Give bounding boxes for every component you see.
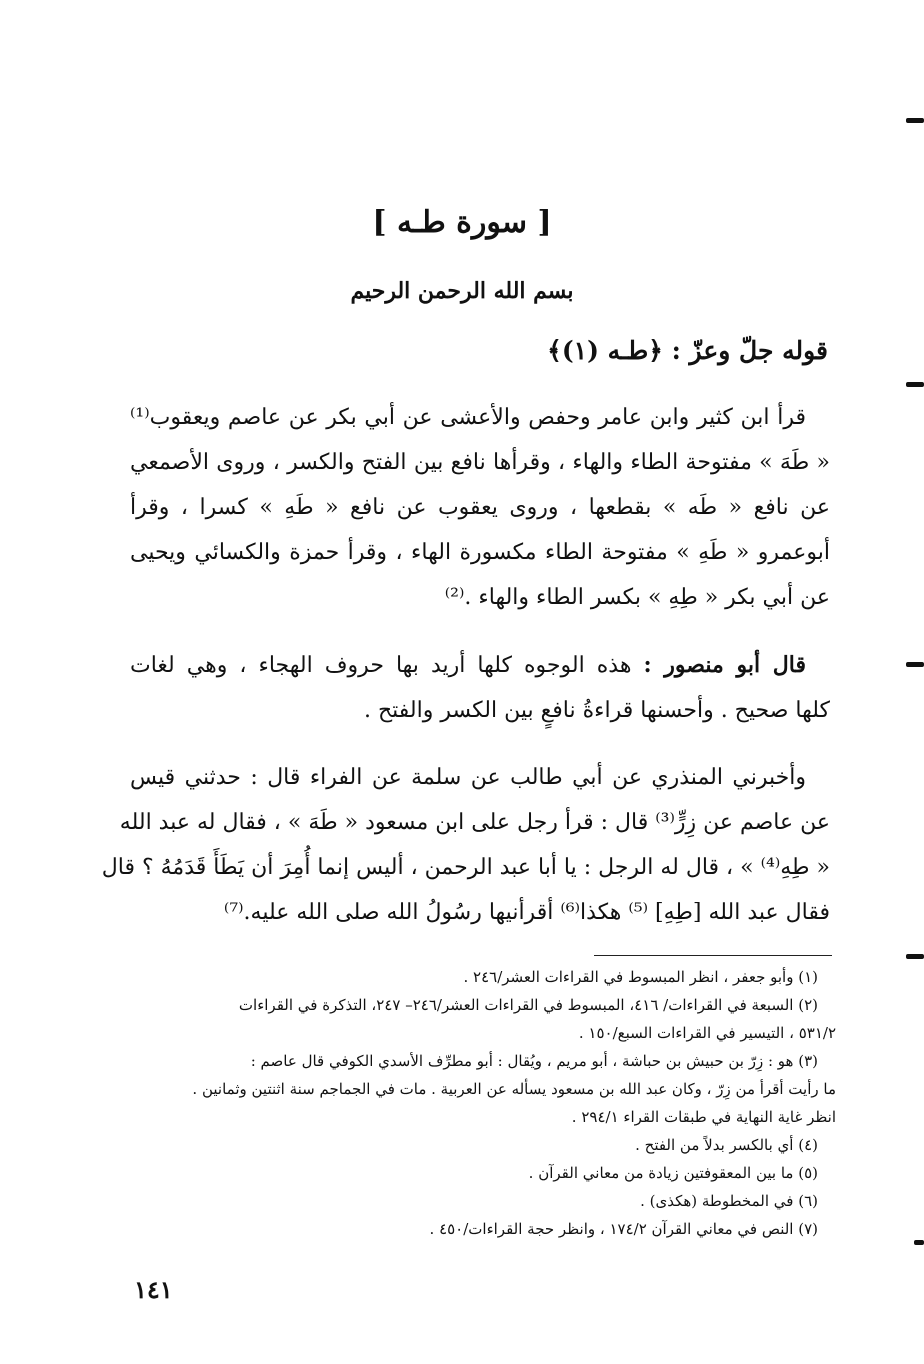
- scan-edge-mark: [906, 662, 924, 667]
- footnote: (١) وأبو جعفر ، انظر المبسوط في القراءات العشر/٢٤٦ .: [463, 968, 818, 986]
- paragraph-line: وأخبرني المنذري عن أبي طالب عن سلمة عن الفراء قال : حدثني قيس: [130, 765, 806, 790]
- paragraph-abu-mansur: [130, 643, 830, 733]
- scan-edge-mark: [906, 954, 924, 959]
- paragraph-line: عن أبي بكر « طِهِ » بكسر الطاء والهاء .⁽²⁾: [444, 585, 830, 610]
- surah-title: [ سورة طـه ]: [372, 205, 552, 240]
- footnote-continuation: ٥٣١/٢ ، التيسير في القراءات السبع/١٥٠ .: [578, 1024, 836, 1042]
- footnote-separator: [594, 955, 832, 956]
- paragraph-line: فقال عبد الله [طِهِ] ⁽⁵⁾ هكذا⁽⁶⁾ أقرأنيها رسُولُ الله صلى الله عليه.⁽⁷⁾: [223, 900, 830, 925]
- verse-heading: قوله جلّ وعزّ : ﴿طـه (١)﴾: [547, 336, 828, 365]
- paragraph-line: أبوعمرو « طَهِ » مفتوحة الطاء مكسورة الهاء ، وقرأ حمزة والكسائي ويحيى: [130, 540, 830, 565]
- paragraph-line: قرأ ابن كثير وابن عامر وحفص والأعشى عن أبي بكر عن عاصم ويعقوب⁽¹⁾: [130, 405, 806, 430]
- footnotes: [130, 963, 836, 1243]
- paragraph-line: عن نافع « طَه » بقطعها ، وروى يعقوب عن نافع « طَهِ » كسرا ، وقرأ: [130, 495, 830, 520]
- scan-edge-mark: [906, 382, 924, 387]
- footnote: (٢) السبعة في القراءات/ ٤١٦، المبسوط في القراءات العشر/٢٤٦– ٢٤٧، التذكرة في القراءات: [238, 996, 818, 1014]
- scan-edge-mark: [914, 1240, 924, 1245]
- paragraph-line: كلها صحيح . وأحسنها قراءةُ نافعٍ بين الكسر والفتح .: [363, 698, 830, 723]
- footnote: (٣) هو : زِرّ بن حبيش بن حباشة ، أبو مريم ، ويُقال : أبو مطرِّف الأسدي الكوفي قال عاصم :: [250, 1052, 818, 1070]
- paragraph-line: عن عاصم عن زِرٍّ⁽³⁾ قال : قرأ رجل على ابن مسعود « طَهَ » ، فقال له عبد الله: [119, 810, 830, 835]
- paragraph-readings: [130, 395, 830, 620]
- basmala: بسم الله الرحمن الرحيم: [350, 278, 574, 304]
- speaker-lead: قال أبو منصور :: [643, 652, 806, 678]
- page-number: ١٤١: [134, 1275, 173, 1304]
- footnote-continuation: انظر غاية النهاية في طبقات القراء ٢٩٤/١ .: [571, 1108, 836, 1126]
- paragraph-line: [130, 643, 830, 688]
- footnote: (٥) ما بين المعقوفتين زيادة من معاني القرآن .: [528, 1164, 818, 1182]
- paragraph-text: هذه الوجوه كلها أريد بها حروف الهجاء ، وهي لغات: [130, 653, 632, 678]
- scan-edge-mark: [906, 118, 924, 123]
- paragraph-line: « طَهَ » مفتوحة الطاء والهاء ، وقرأها نافع بين الفتح والكسر ، وروى الأصمعي: [130, 450, 830, 475]
- paragraph-line: « طِهِ⁽⁴⁾ » ، قال له الرجل : يا أبا عبد الرحمن ، أليس إنما أُمِرَ أن يَطَأَ قَدَمُهُ ؟ قال: [101, 855, 830, 880]
- footnote: (٦) في المخطوطة (هكذى) .: [640, 1192, 818, 1210]
- footnote: (٧) النص في معاني القرآن ١٧٤/٢ ، وانظر حجة القراءات/٤٥٠ .: [429, 1220, 818, 1238]
- footnote-continuation: ما رأيت أقرأ من زِرّ ، وكان عبد الله بن مسعود يسأله عن العربية . مات في الجماجم سنة اثنتين وثمانين .: [192, 1080, 836, 1098]
- footnote: (٤) أي بالكسر بدلاً من الفتح .: [635, 1136, 818, 1154]
- paragraph-narration: [101, 755, 830, 935]
